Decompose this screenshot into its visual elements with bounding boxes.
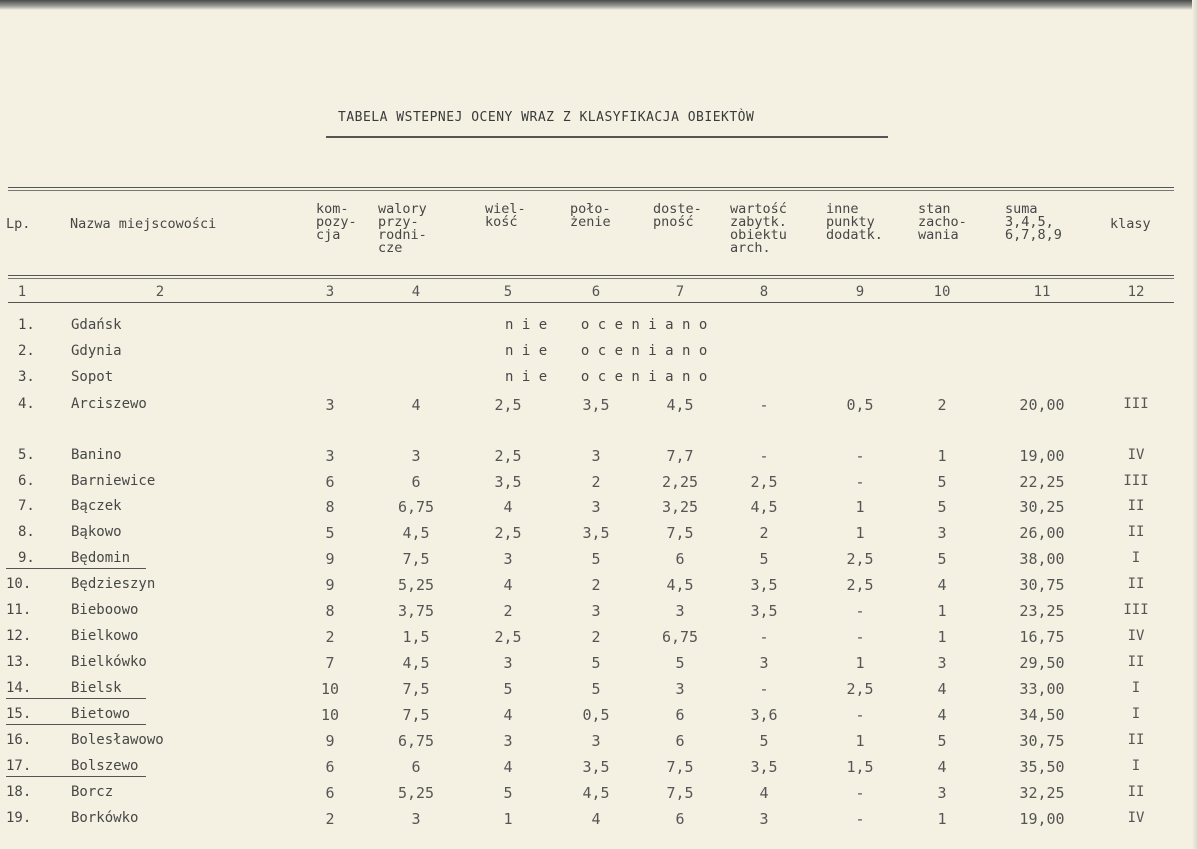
column-header-4: walory przy- rodni- cze <box>378 201 427 256</box>
column-header-3: kom- pozy- cja <box>316 201 357 243</box>
cell-col-9: - <box>855 473 865 491</box>
cell-col-5: 2,5 <box>494 447 522 465</box>
cell-col-4: 6,75 <box>397 732 435 750</box>
cell-col-5: 3 <box>503 732 513 750</box>
locality-name: Bąkowo <box>71 524 122 540</box>
locality-name: Bielsk <box>71 680 122 696</box>
column-header-7: doste- pność <box>653 201 702 230</box>
cell-col-8: 3,5 <box>750 758 778 776</box>
cell-col-12: I <box>1131 550 1141 566</box>
cell-col-6: 3 <box>591 602 601 620</box>
cell-col-12: III <box>1123 602 1149 618</box>
cell-col-3: 3 <box>325 396 335 414</box>
cell-col-11: 26,00 <box>1019 524 1065 542</box>
cell-col-4: 4,5 <box>402 654 430 672</box>
cell-col-11: 35,50 <box>1019 758 1065 776</box>
cell-col-9: - <box>855 810 865 828</box>
locality-name: Bieboowo <box>71 602 139 618</box>
cell-col-9: - <box>855 628 865 646</box>
cell-col-9: 2,5 <box>846 550 874 568</box>
column-header-5: wiel- kość <box>485 201 526 230</box>
cell-col-3: 6 <box>325 473 335 491</box>
cell-col-9: 1 <box>855 732 865 750</box>
cell-col-11: 29,50 <box>1019 654 1065 672</box>
cell-col-5: 2,5 <box>494 524 522 542</box>
column-number-1: 1 <box>17 284 27 300</box>
cell-col-10: 5 <box>937 550 947 568</box>
cell-col-8: 5 <box>759 732 769 750</box>
cell-col-3: 6 <box>325 784 335 802</box>
cell-col-10: 4 <box>937 576 947 594</box>
cell-col-12: I <box>1131 706 1141 722</box>
cell-col-6: 2 <box>591 576 601 594</box>
locality-name: Bączek <box>71 498 122 514</box>
title-underline <box>326 136 888 138</box>
row-number: 13. <box>6 654 32 670</box>
cell-col-9: 1 <box>855 524 865 542</box>
highlight-underline <box>6 568 146 569</box>
cell-col-12: II <box>1127 524 1145 540</box>
row-number: 2. <box>18 343 35 359</box>
cell-col-11: 22,25 <box>1019 473 1065 491</box>
cell-col-7: 6 <box>675 810 685 828</box>
cell-col-11: 34,50 <box>1019 706 1065 724</box>
cell-col-9: 1 <box>855 498 865 516</box>
cell-col-10: 1 <box>937 628 947 646</box>
cell-col-3: 3 <box>325 447 335 465</box>
column-header-11: suma 3,4,5, 6,7,8,9 <box>1005 201 1062 243</box>
cell-col-4: 7,5 <box>402 706 430 724</box>
cell-col-10: 4 <box>937 680 947 698</box>
cell-col-3: 6 <box>325 758 335 776</box>
highlight-underline <box>6 698 146 699</box>
column-number-3: 3 <box>325 284 335 300</box>
locality-name: Gdańsk <box>71 317 122 333</box>
row-number: 9. <box>18 550 35 566</box>
cell-col-10: 3 <box>937 654 947 672</box>
cell-col-8: 2,5 <box>750 473 778 491</box>
table-top-rule <box>8 187 1174 191</box>
row-number: 8. <box>18 524 35 540</box>
locality-name: Będomin <box>71 550 131 566</box>
cell-col-3: 8 <box>325 602 335 620</box>
locality-name: Banino <box>71 447 122 463</box>
cell-col-10: 5 <box>937 473 947 491</box>
cell-col-9: - <box>855 602 865 620</box>
row-number: 17. <box>6 758 32 774</box>
column-number-7: 7 <box>675 284 685 300</box>
cell-col-6: 3 <box>591 447 601 465</box>
cell-col-5: 2,5 <box>494 628 522 646</box>
locality-name: Bielkówko <box>71 654 147 670</box>
cell-col-7: 7,5 <box>666 784 694 802</box>
cell-col-12: I <box>1131 758 1141 774</box>
row-number: 1. <box>18 317 35 333</box>
cell-col-9: 0,5 <box>846 396 874 414</box>
cell-col-10: 3 <box>937 524 947 542</box>
cell-col-4: 6 <box>411 473 421 491</box>
highlight-underline <box>6 724 146 725</box>
cell-col-8: 3,5 <box>750 576 778 594</box>
column-header-1: Lp. <box>6 216 31 232</box>
column-number-10: 10 <box>933 284 951 300</box>
cell-col-8: - <box>759 447 769 465</box>
cell-col-12: II <box>1127 732 1145 748</box>
cell-col-7: 7,5 <box>666 758 694 776</box>
cell-col-5: 4 <box>503 706 513 724</box>
locality-name: Bolesławowo <box>71 732 164 748</box>
cell-col-7: 3 <box>675 680 685 698</box>
cell-col-5: 3 <box>503 550 513 568</box>
row-number: 16. <box>6 732 32 748</box>
cell-col-3: 9 <box>325 732 335 750</box>
cell-col-9: 2,5 <box>846 680 874 698</box>
cell-col-6: 5 <box>591 680 601 698</box>
cell-col-5: 5 <box>503 784 513 802</box>
cell-col-7: 7,7 <box>666 447 694 465</box>
cell-col-12: II <box>1127 576 1145 592</box>
cell-col-3: 10 <box>320 680 340 698</box>
cell-col-5: 1 <box>503 810 513 828</box>
cell-col-6: 4,5 <box>582 784 610 802</box>
cell-col-4: 3 <box>411 810 421 828</box>
cell-col-3: 2 <box>325 628 335 646</box>
cell-col-5: 3 <box>503 654 513 672</box>
locality-name: Sopot <box>71 369 114 385</box>
row-number: 19. <box>6 810 32 826</box>
cell-col-5: 4 <box>503 758 513 776</box>
cell-col-11: 16,75 <box>1019 628 1065 646</box>
locality-name: Bietowo <box>71 706 131 722</box>
cell-col-7: 4,5 <box>666 396 694 414</box>
cell-col-4: 4,5 <box>402 524 430 542</box>
cell-col-12: II <box>1127 654 1145 670</box>
cell-col-5: 4 <box>503 498 513 516</box>
cell-col-12: II <box>1127 498 1145 514</box>
column-number-5: 5 <box>503 284 513 300</box>
not-rated-note: n i e o c e n i a n o <box>505 317 708 333</box>
cell-col-12: IV <box>1127 810 1145 826</box>
scan-right-edge <box>1192 0 1198 849</box>
cell-col-8: 5 <box>759 550 769 568</box>
cell-col-3: 9 <box>325 550 335 568</box>
cell-col-3: 2 <box>325 810 335 828</box>
cell-col-8: - <box>759 628 769 646</box>
cell-col-6: 3,5 <box>582 758 610 776</box>
not-rated-note: n i e o c e n i a n o <box>505 343 708 359</box>
cell-col-9: - <box>855 706 865 724</box>
cell-col-12: II <box>1127 784 1145 800</box>
cell-col-10: 4 <box>937 758 947 776</box>
cell-col-11: 33,00 <box>1019 680 1065 698</box>
cell-col-9: - <box>855 447 865 465</box>
cell-col-8: 3 <box>759 810 769 828</box>
cell-col-7: 6 <box>675 550 685 568</box>
highlight-underline <box>6 776 146 777</box>
not-rated-note: n i e o c e n i a n o <box>505 369 708 385</box>
cell-col-8: 2 <box>759 524 769 542</box>
cell-col-6: 5 <box>591 654 601 672</box>
cell-col-4: 5,25 <box>397 784 435 802</box>
row-number: 11. <box>6 602 32 618</box>
cell-col-10: 4 <box>937 706 947 724</box>
column-header-10: stan zacho- wania <box>918 201 967 243</box>
cell-col-3: 9 <box>325 576 335 594</box>
cell-col-5: 2,5 <box>494 396 522 414</box>
cell-col-7: 6,75 <box>661 628 699 646</box>
cell-col-6: 3,5 <box>582 396 610 414</box>
cell-col-4: 7,5 <box>402 680 430 698</box>
cell-col-5: 3,5 <box>494 473 522 491</box>
locality-name: Gdynia <box>71 343 122 359</box>
column-header-12: klasy <box>1110 216 1151 232</box>
locality-name: Borcz <box>71 784 114 800</box>
cell-col-4: 6 <box>411 758 421 776</box>
cell-col-8: - <box>759 680 769 698</box>
column-number-4: 4 <box>411 284 421 300</box>
row-number: 7. <box>18 498 35 514</box>
column-number-2: 2 <box>155 284 165 300</box>
scan-edge-shadow <box>0 0 1198 10</box>
row-number: 15. <box>6 706 32 722</box>
locality-name: Borkówko <box>71 810 139 826</box>
cell-col-10: 1 <box>937 447 947 465</box>
cell-col-3: 7 <box>325 654 335 672</box>
cell-col-6: 3,5 <box>582 524 610 542</box>
cell-col-11: 30,75 <box>1019 732 1065 750</box>
column-number-6: 6 <box>591 284 601 300</box>
cell-col-4: 5,25 <box>397 576 435 594</box>
column-header-8: wartość zabytk. obiektu arch. <box>730 201 787 256</box>
locality-name: Bolszewo <box>71 758 139 774</box>
cell-col-10: 1 <box>937 602 947 620</box>
cell-col-5: 5 <box>503 680 513 698</box>
cell-col-3: 10 <box>320 706 340 724</box>
cell-col-6: 5 <box>591 550 601 568</box>
cell-col-11: 30,75 <box>1019 576 1065 594</box>
cell-col-10: 2 <box>937 396 947 414</box>
cell-col-11: 19,00 <box>1019 810 1065 828</box>
column-number-9: 9 <box>855 284 865 300</box>
row-number: 12. <box>6 628 32 644</box>
cell-col-8: 4 <box>759 784 769 802</box>
row-number: 10. <box>6 576 32 592</box>
cell-col-7: 3,25 <box>661 498 699 516</box>
cell-col-4: 4 <box>411 396 421 414</box>
column-number-rule <box>8 302 1174 303</box>
cell-col-3: 5 <box>325 524 335 542</box>
column-header-6: poło- żenie <box>570 201 611 230</box>
cell-col-6: 3 <box>591 498 601 516</box>
cell-col-7: 7,5 <box>666 524 694 542</box>
cell-col-11: 38,00 <box>1019 550 1065 568</box>
cell-col-11: 23,25 <box>1019 602 1065 620</box>
cell-col-4: 7,5 <box>402 550 430 568</box>
row-number: 14. <box>6 680 32 696</box>
cell-col-4: 6,75 <box>397 498 435 516</box>
cell-col-6: 2 <box>591 473 601 491</box>
cell-col-11: 19,00 <box>1019 447 1065 465</box>
locality-name: Będzieszyn <box>71 576 156 592</box>
cell-col-11: 30,25 <box>1019 498 1065 516</box>
row-number: 18. <box>6 784 32 800</box>
cell-col-10: 3 <box>937 784 947 802</box>
column-number-8: 8 <box>759 284 769 300</box>
locality-name: Arciszewo <box>71 396 147 412</box>
cell-col-7: 5 <box>675 654 685 672</box>
locality-name: Barniewice <box>71 473 156 489</box>
column-number-11: 11 <box>1033 284 1051 300</box>
cell-col-7: 4,5 <box>666 576 694 594</box>
cell-col-11: 20,00 <box>1019 396 1065 414</box>
cell-col-9: - <box>855 784 865 802</box>
cell-col-8: 3,6 <box>750 706 778 724</box>
cell-col-4: 1,5 <box>402 628 430 646</box>
cell-col-12: III <box>1123 473 1149 489</box>
cell-col-10: 1 <box>937 810 947 828</box>
cell-col-10: 5 <box>937 498 947 516</box>
cell-col-7: 6 <box>675 706 685 724</box>
cell-col-12: I <box>1131 680 1141 696</box>
row-number: 5. <box>18 447 35 463</box>
cell-col-7: 6 <box>675 732 685 750</box>
cell-col-3: 8 <box>325 498 335 516</box>
row-number: 6. <box>18 473 35 489</box>
cell-col-4: 3,75 <box>397 602 435 620</box>
column-header-2: Nazwa miejscowości <box>70 216 217 232</box>
cell-col-12: III <box>1123 396 1149 412</box>
cell-col-8: 3 <box>759 654 769 672</box>
row-number: 3. <box>18 369 35 385</box>
locality-name: Bielkowo <box>71 628 139 644</box>
cell-col-8: 4,5 <box>750 498 778 516</box>
cell-col-9: 1,5 <box>846 758 874 776</box>
cell-col-5: 4 <box>503 576 513 594</box>
cell-col-12: IV <box>1127 447 1145 463</box>
row-number: 4. <box>18 396 35 412</box>
cell-col-4: 3 <box>411 447 421 465</box>
cell-col-8: - <box>759 396 769 414</box>
column-number-12: 12 <box>1127 284 1145 300</box>
header-bottom-rule <box>8 275 1174 279</box>
cell-col-7: 2,25 <box>661 473 699 491</box>
cell-col-6: 0,5 <box>582 706 610 724</box>
cell-col-10: 5 <box>937 732 947 750</box>
cell-col-6: 3 <box>591 732 601 750</box>
cell-col-9: 1 <box>855 654 865 672</box>
cell-col-11: 32,25 <box>1019 784 1065 802</box>
cell-col-6: 4 <box>591 810 601 828</box>
document-title: TABELA WSTEPNEJ OCENY WRAZ Z KLASYFIKACJA OBIEKTÒW <box>338 110 755 125</box>
column-header-9: inne punkty dodatk. <box>826 201 883 243</box>
cell-col-6: 2 <box>591 628 601 646</box>
cell-col-9: 2,5 <box>846 576 874 594</box>
cell-col-8: 3,5 <box>750 602 778 620</box>
cell-col-12: IV <box>1127 628 1145 644</box>
cell-col-7: 3 <box>675 602 685 620</box>
cell-col-5: 2 <box>503 602 513 620</box>
